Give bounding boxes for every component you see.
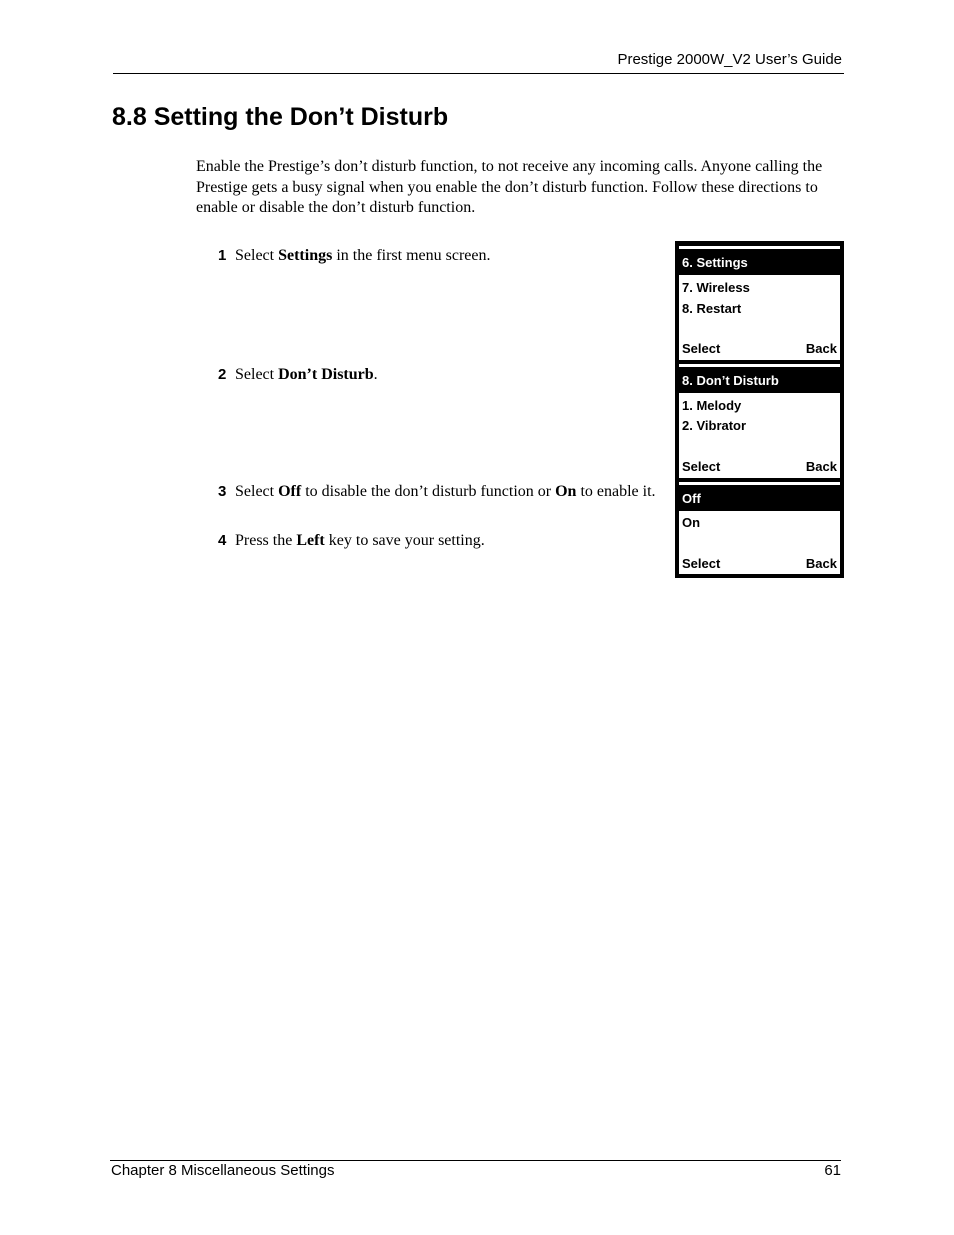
phone-screens-illustration	[675, 241, 844, 578]
phone-screen-1	[679, 246, 840, 360]
menu-item: On	[682, 515, 701, 530]
step-emphasis: Left	[296, 532, 325, 549]
step-number: 3	[218, 483, 227, 500]
intro-paragraph: Enable the Prestige’s don’t disturb function, to not receive any incoming calls. Anyone calling the Prestige gets a busy signal when you enable the don’t disturb function. Follow these directions to enable or disable the don’t disturb function.	[196, 158, 823, 216]
softkey-select: Select	[682, 556, 721, 571]
menu-item-label: 6. Settings	[682, 255, 748, 270]
step-emphasis: Settings	[278, 247, 333, 264]
page-number: 61	[824, 1162, 841, 1179]
step-2	[218, 365, 658, 385]
softkey-back: Back	[805, 459, 837, 474]
menu-item: 7. Wireless	[682, 280, 750, 295]
softkey-select: Select	[682, 459, 721, 474]
softkey-select: Select	[682, 341, 721, 356]
step-3	[218, 482, 658, 502]
step-text: to disable the don’t disturb function or	[301, 483, 556, 500]
footer-chapter: Chapter 8 Miscellaneous Settings	[111, 1162, 335, 1179]
step-text: Select	[235, 366, 279, 383]
softkey-back: Back	[805, 341, 837, 356]
step-number: 1	[218, 247, 227, 264]
phone-screen-3	[679, 482, 840, 574]
step-emphasis: On	[555, 483, 577, 500]
highlighted-menu-item	[679, 249, 840, 275]
step-emphasis: Don’t Disturb	[278, 366, 374, 383]
highlighted-menu-item	[679, 485, 840, 511]
menu-item: 8. Restart	[682, 301, 742, 316]
softkey-back: Back	[805, 556, 837, 571]
section-title: 8.8 Setting the Don’t Disturb	[112, 103, 449, 131]
menu-item-label: Off	[682, 491, 701, 506]
header-divider	[113, 73, 844, 74]
menu-item: 1. Melody	[682, 398, 742, 413]
running-header: Prestige 2000W_V2 User’s Guide	[617, 51, 842, 68]
step-emphasis: Off	[278, 483, 302, 500]
step-text: .	[373, 366, 378, 383]
menu-item: 2. Vibrator	[682, 418, 747, 433]
step-number: 2	[218, 366, 227, 383]
step-4	[218, 531, 658, 551]
step-text: Select	[235, 247, 279, 264]
menu-item-label: 8. Don’t Disturb	[682, 373, 779, 388]
step-text: Select	[235, 483, 279, 500]
step-text: in the first menu screen.	[332, 247, 491, 264]
step-text: key to save your setting.	[324, 532, 485, 549]
step-text: to enable it.	[576, 483, 656, 500]
phone-screen-2	[679, 364, 840, 478]
highlighted-menu-item	[679, 367, 840, 393]
step-number: 4	[218, 532, 227, 549]
step-1	[218, 246, 658, 266]
step-text: Press the	[235, 532, 297, 549]
footer-divider	[110, 1160, 841, 1161]
